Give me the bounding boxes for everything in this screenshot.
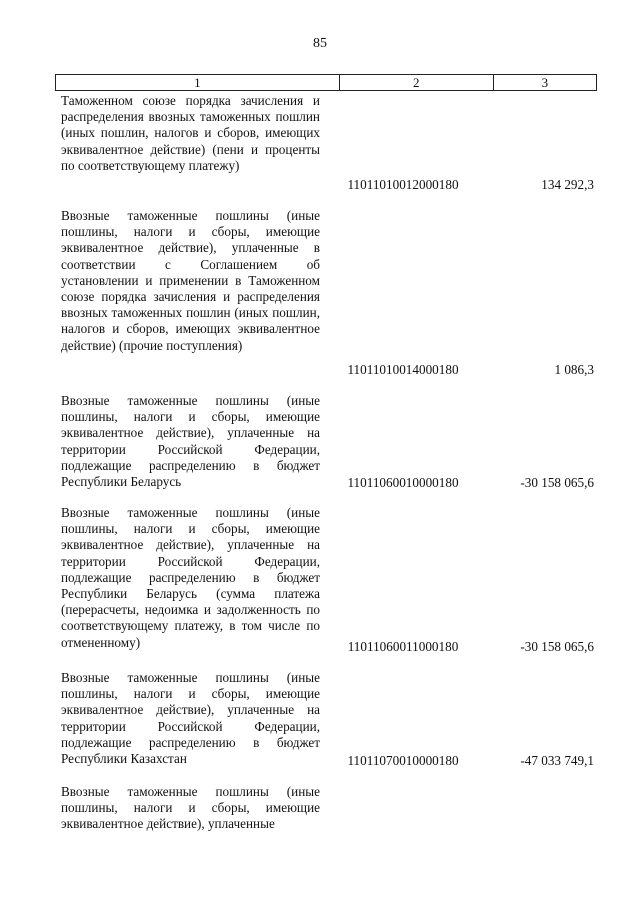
row-description: Ввозные таможенные пошлины (иные пошлины, налоги и сборы, имеющие эквивалентное действие), уплаченные — [61, 784, 320, 832]
row-description: Ввозные таможенные пошлины (иные пошлины, налоги и сборы, имеющие эквивалентное действие), уплаченные на территории Российской Федерации, подлежащие распределению в бюджет Республики Беларусь (сумма платежа (перерасчеты, недоимка и задолженность по соответствующему платежу, в том числе по отмененному) — [61, 505, 320, 650]
row-amount: -30 158 065,6 — [520, 639, 594, 654]
row-code: 11011070010000180 — [347, 753, 459, 768]
row-amount: 134 292,3 — [541, 177, 594, 192]
row-amount: -47 033 749,1 — [520, 753, 594, 768]
row-amount: 1 086,3 — [554, 362, 594, 377]
row-description: Ввозные таможенные пошлины (иные пошлины, налоги и сборы, имеющие эквивалентное действие), уплаченные на территории Российской Федерации, подлежащие распределению в бюджет Республики Беларусь — [61, 393, 320, 490]
row-code: 11011010014000180 — [347, 362, 459, 377]
row-description: Ввозные таможенные пошлины (иные пошлины, налоги и сборы, имеющие эквивалентное действие), уплаченные в соответствии с Соглашением об установлении и применении в Таможенном союзе порядка зачисления и распределения ввозных таможенных пошлин (иных пошлин, налогов и сборов, имеющих эквивалентное действие) (прочие поступления) — [61, 208, 320, 353]
column-header-3: 3 — [493, 75, 596, 91]
column-header-1: 1 — [56, 75, 340, 91]
row-description: Ввозные таможенные пошлины (иные пошлины, налоги и сборы, имеющие эквивалентное действие), уплаченные на территории Российской Федерации, подлежащие распределению в бюджет Республики Казахстан — [61, 670, 320, 767]
row-code: 11011010012000180 — [347, 177, 459, 192]
row-code: 11011060011000180 — [347, 639, 459, 654]
column-header-2: 2 — [339, 75, 493, 91]
table-header — [55, 74, 597, 91]
row-description: Таможенном союзе порядка зачисления и распределения ввозных таможенных пошлин (иных пошлин, налогов и сборов, имеющих эквивалентное действие) (пени и проценты по соответствующему платежу) — [61, 93, 320, 173]
page-number: 85 — [313, 36, 327, 51]
row-amount: -30 158 065,6 — [520, 475, 594, 490]
row-code: 11011060010000180 — [347, 475, 459, 490]
